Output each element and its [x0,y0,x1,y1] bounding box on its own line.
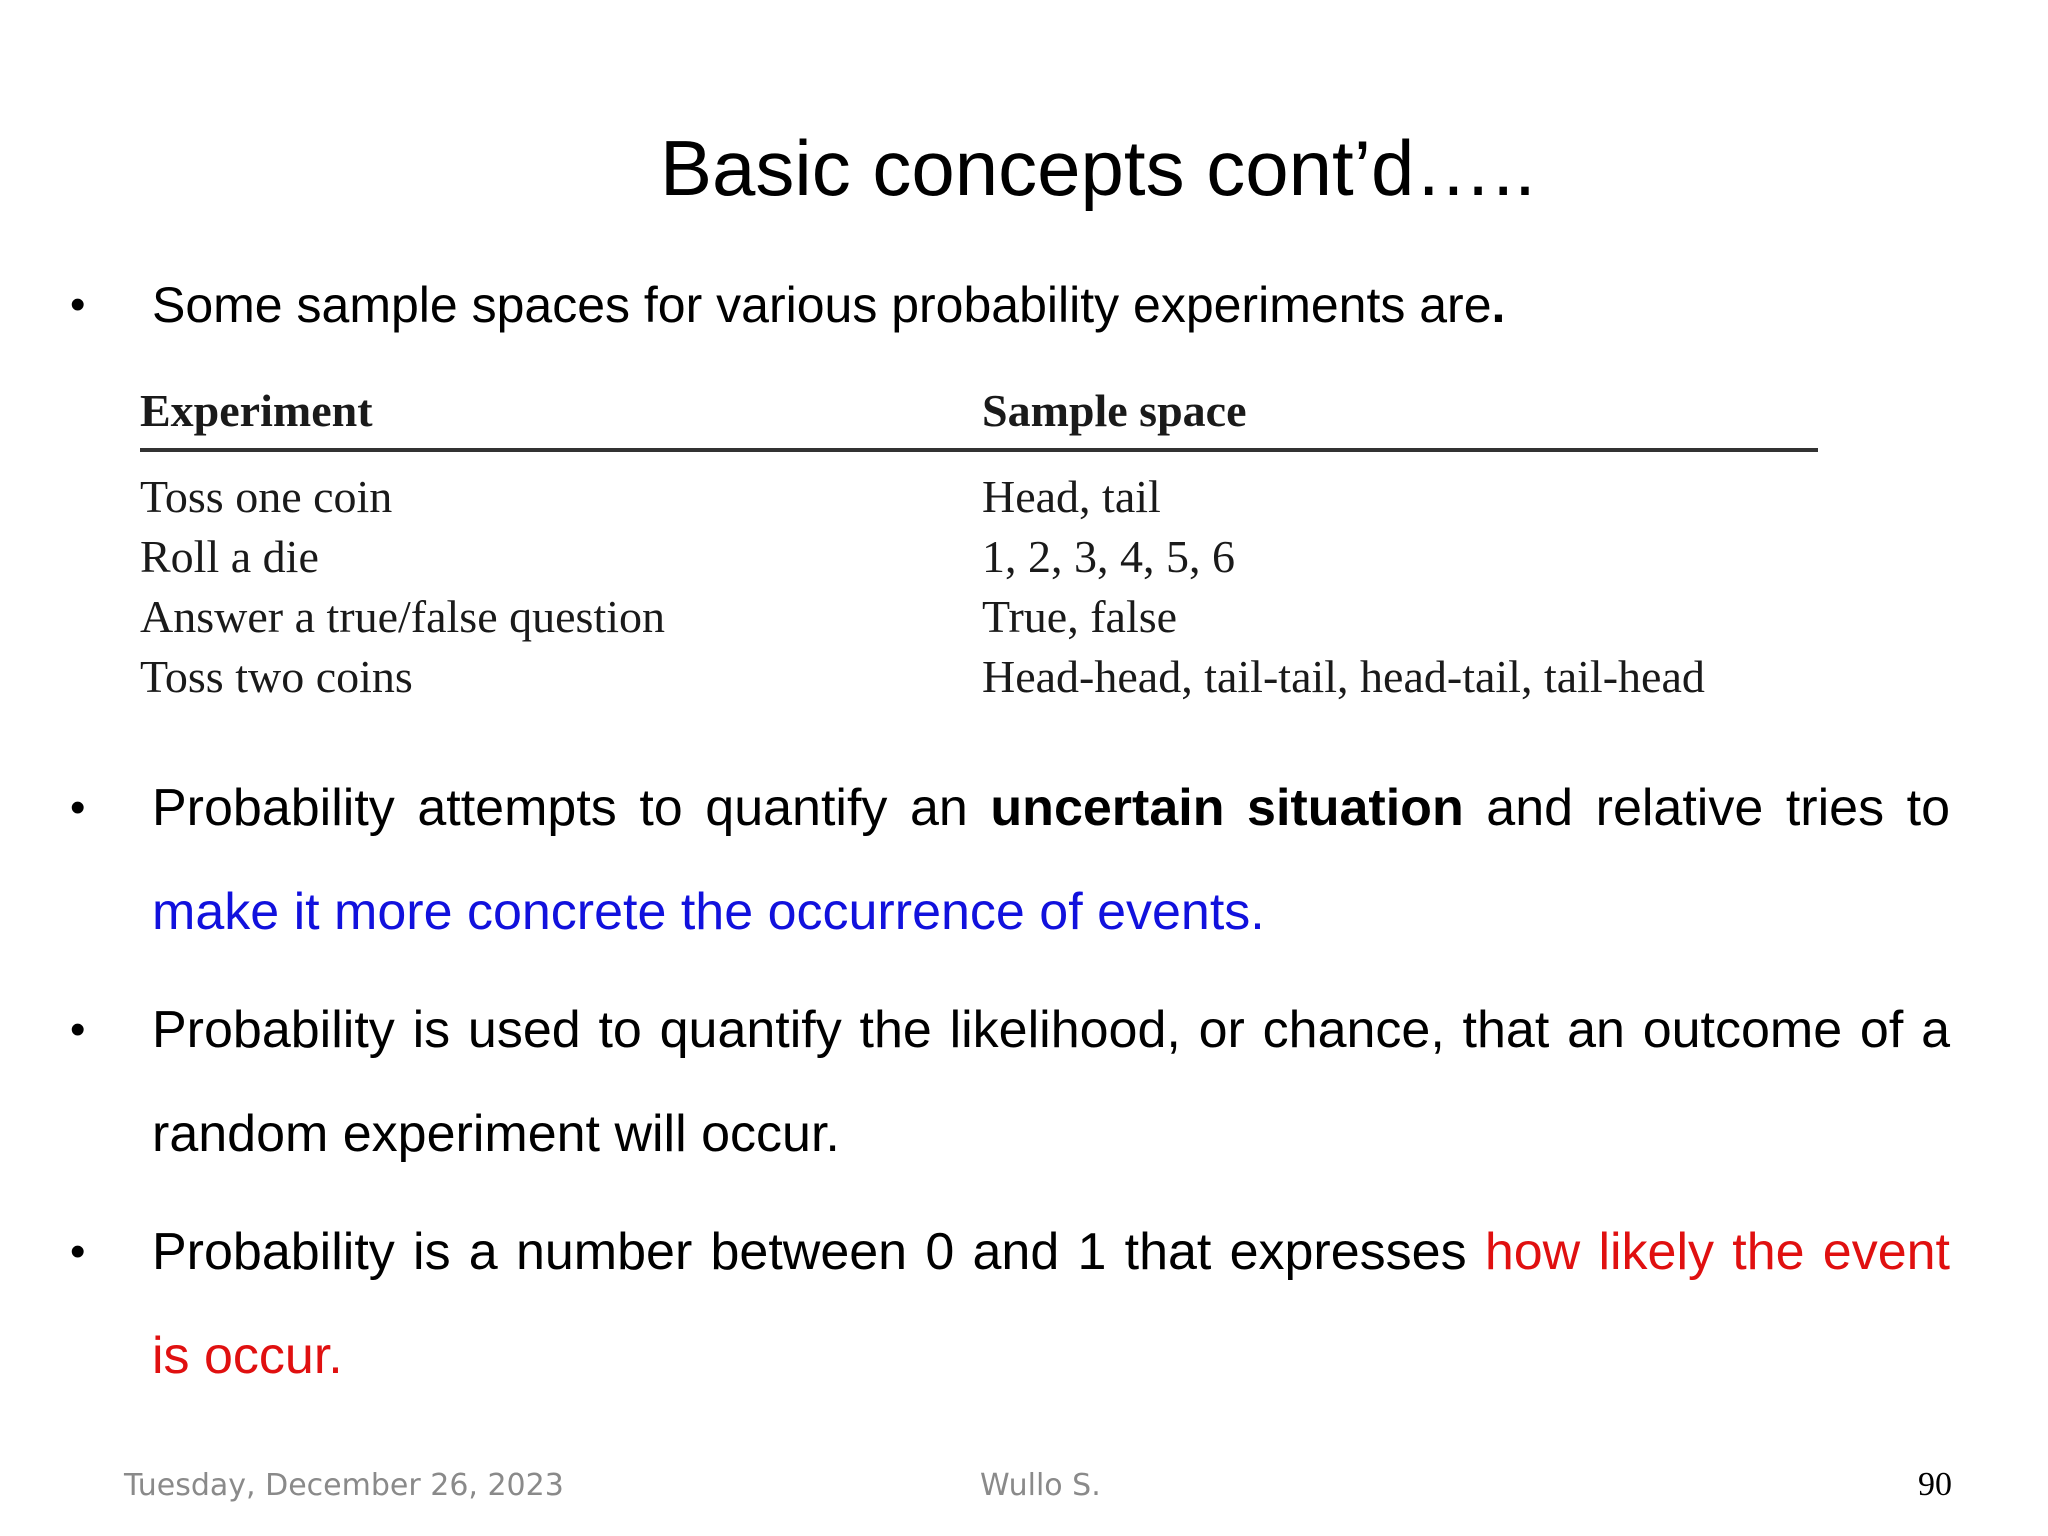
red-highlight-phrase: how likely the event is occur. [152,1223,1950,1385]
page-number: 90 [1918,1466,1952,1503]
bullet-marker: • [70,783,86,832]
table-row [140,586,1820,646]
bullet-text [152,756,1950,964]
cell-experiment: Roll a die [140,530,319,582]
bullet-likelihood [70,978,1950,1186]
footer-author: Wullo S. [980,1468,1101,1503]
bullet-text-part: Probability attempts to quantify an [152,779,991,837]
bullet-marker: • [70,280,86,329]
cell-sample-space: True, false [982,590,1178,642]
bullet-text [152,1200,1950,1408]
bullet-text: Probability is used to quantify the likelihood, or chance, that an outcome of a random experiment will occur. [152,1001,1950,1163]
bullet-marker: • [70,1227,86,1276]
footer-date: Tuesday, December 26, 2023 [124,1468,564,1503]
cell-sample-space: Head, tail [982,470,1161,522]
cell-experiment: Answer a true/false question [140,590,666,642]
intro-text-period: . [1491,277,1506,333]
bullet-text-part: Probability is a number between 0 and 1 that expresses [152,1223,1485,1281]
bullet-marker: • [70,1005,86,1054]
cell-sample-space: Head-head, tail-tail, head-tail, tail-head [982,650,1705,702]
cell-experiment: Toss two coins [140,650,413,702]
sample-space-table [140,378,1820,706]
table-row [140,646,1820,706]
table-row [140,526,1820,586]
slide-title: Basic concepts cont’d….. [660,124,1536,212]
bullet-text-part: and relative tries to [1463,779,1951,837]
bold-phrase: uncertain situation [990,779,1464,837]
intro-text [152,270,1505,340]
blue-highlight-phrase: make it more concrete the occurrence of events. [152,883,1265,941]
table-row [140,466,1820,526]
cell-sample-space: 1, 2, 3, 4, 5, 6 [982,530,1235,582]
table-header-row [140,378,1820,442]
intro-bullet [70,270,1505,340]
intro-text-body: Some sample spaces for various probability experiments are [152,277,1492,333]
table-header-rule [140,448,1818,452]
cell-experiment: Toss one coin [140,470,393,522]
header-sample-space: Sample space [982,384,1247,436]
bullet-number-between [70,1200,1950,1408]
header-experiment: Experiment [140,384,373,436]
bullet-uncertain-situation [70,756,1950,964]
